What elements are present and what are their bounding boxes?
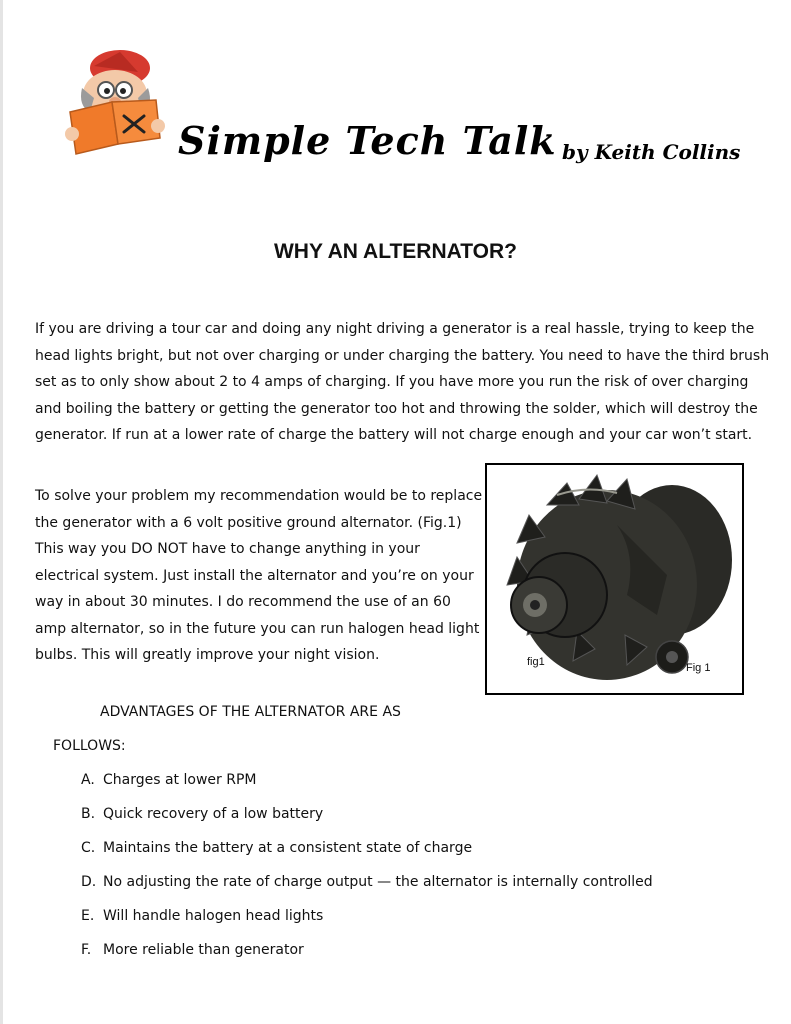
list-item-letter: F.: [81, 942, 92, 958]
advantages-heading-line1: ADVANTAGES OF THE ALTERNATOR ARE AS: [100, 704, 401, 720]
figure-alternator: [485, 463, 744, 695]
figure-label-right: Fig 1: [686, 662, 711, 674]
alternator-photo: [487, 465, 742, 693]
list-item-letter: B.: [81, 806, 96, 822]
list-item: [81, 904, 653, 938]
list-item-text: Charges at lower RPM: [103, 772, 257, 788]
list-item-letter: C.: [81, 840, 96, 856]
list-item: [81, 768, 653, 802]
mascot-illustration: [60, 42, 172, 160]
list-item-text: More reliable than generator: [103, 942, 304, 958]
book-icon: [70, 102, 118, 154]
paragraph-recommendation: To solve your problem my recommendation would be to replace the generator with a 6 volt positive ground alternator. (Fig.1) This way you DO NOT have to change anything in your electrical system. Just install the alternator and you’re on your way in about 30 minutes. I do recommend the use of an 60 amp alternator, so in the future you can run halogen head light bulbs. This will greatly improve your night vision.: [35, 488, 483, 663]
page-edge: [0, 0, 3, 1024]
list-item-text: Will handle halogen head lights: [103, 908, 324, 924]
figure-label-left: fig1: [527, 656, 545, 668]
list-item-letter: D.: [81, 874, 97, 890]
paragraph-intro: If you are driving a tour car and doing any night driving a generator is a real hassle, trying to keep the head lights bright, but not over charging or under charging the battery. You need to have the third brush set as to only show about 2 to 4 amps of charging. If you have more you run the risk of over charging and boiling the battery or getting the generator too hot and throwing the solder, which will destroy the generator. If run at a lower rate of charge the battery will not charge enough and your car won’t start.: [35, 321, 770, 443]
list-item: [81, 802, 653, 836]
list-item-text: Quick recovery of a low battery: [103, 806, 324, 822]
advantages-list: [81, 768, 653, 972]
list-item-text: Maintains the battery at a consistent state of charge: [103, 840, 473, 856]
list-item-letter: E.: [81, 908, 95, 924]
byline: by Keith Collins: [562, 140, 741, 164]
list-item-letter: A.: [81, 772, 95, 788]
list-item: [81, 870, 653, 904]
list-item-text: No adjusting the rate of charge output — the alternator is internally controlled: [103, 874, 653, 890]
masthead-title: Simple Tech Talk: [178, 118, 557, 163]
list-item: [81, 938, 653, 972]
advantages-heading-line2: FOLLOWS:: [53, 738, 126, 754]
article-headline: WHY AN ALTERNATOR?: [273, 240, 518, 263]
list-item: [81, 836, 653, 870]
